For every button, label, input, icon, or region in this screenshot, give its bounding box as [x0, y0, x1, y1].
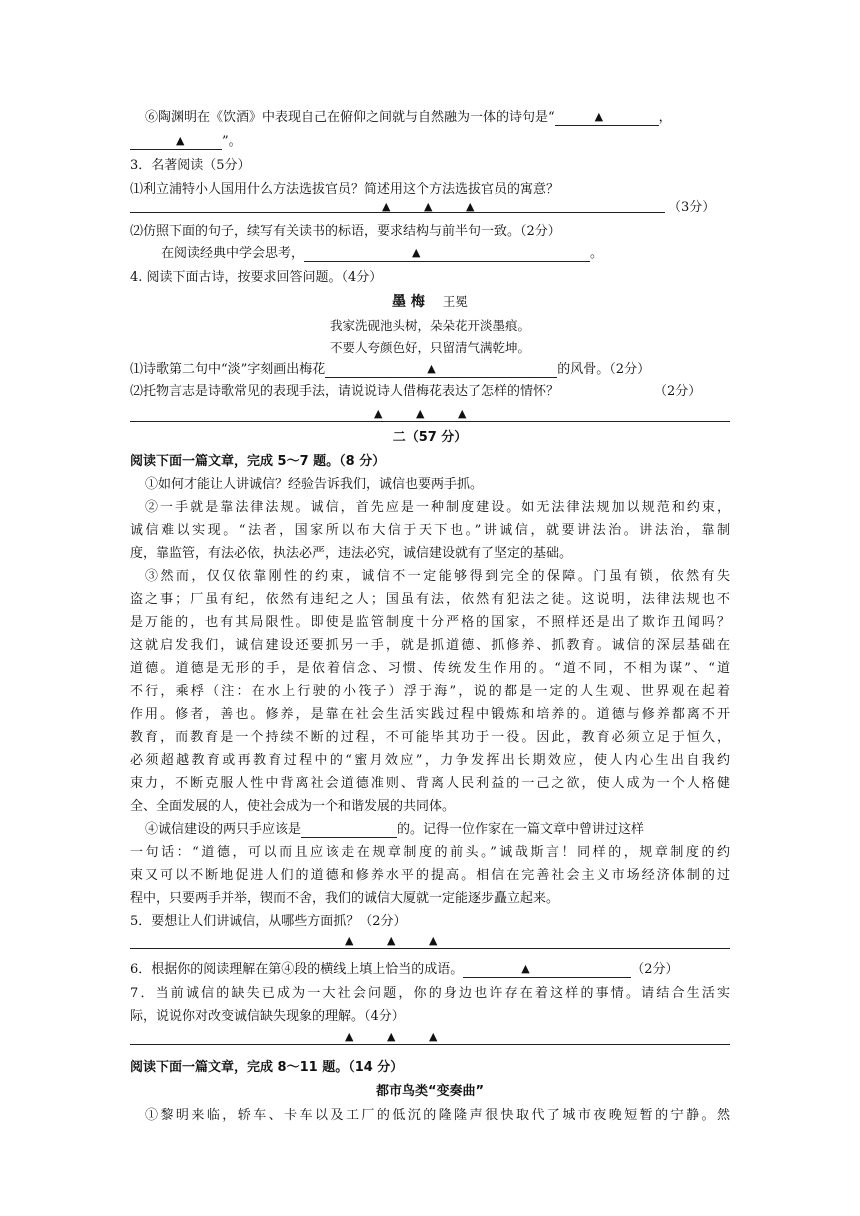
paragraph-line: 教育，而教育是一个持续不断的过程，不可能毕其功于一役。因此，教育必须立足于恒久，: [130, 730, 730, 745]
q4-sub2: ⑵托物言志是诗歌常见的表现手法，请说说诗人借梅花表达了怎样的情怀？: [130, 384, 560, 399]
q3-sub2-line: [161, 246, 603, 262]
q2-6-text: ⑥陶渊明在《饮酒》中表现自己在俯仰之间就与自然融为一体的诗句是“: [145, 110, 555, 125]
paragraph-line: ③然而，仅仅依靠刚性的约束，诚信不一定能够得到完全的保障。门虽有锁，依然有失: [145, 569, 730, 584]
triangle-marker: ▲: [374, 407, 383, 420]
q6: [130, 962, 679, 978]
q4-heading: 4. 阅读下面古诗，按要求回答问题。（4分）: [130, 270, 383, 285]
triangle-marker: ▲: [458, 407, 467, 420]
paragraph-line: 必须超越教育或再教育过程中的“蜜月效应”，力争发挥出长期效应，使人内心生出自我约: [130, 753, 730, 768]
paragraph-line: 程中，只要两手并举，锲而不舍，我们的诚信大厦就一定能逐步矗立起来。: [130, 891, 560, 906]
answer-blank[interactable]: [325, 364, 557, 378]
q7-line-2: 际，说说你对改变诚信缺失现象的理解。（4分）: [130, 1009, 405, 1024]
triangle-marker: ▲: [594, 110, 604, 123]
q2-6-comma: ，: [658, 110, 672, 125]
paragraph-line: 不行，乘桴（注：在水上行驶的小筏子）浮于海”，说的都是一定的人生观、世界观在起着: [130, 684, 730, 699]
paragraph-line: 是万能的，也有其局限性。即使是监管制度十分严格的国家，不照样还是出了欺诈丑闻吗？: [130, 615, 730, 630]
answer-blank[interactable]: [463, 964, 631, 978]
paragraph-line: ②一手就是靠法律法规。诚信，首先应是一种制度建设。如无法律法规加以规范和约束，: [145, 500, 730, 515]
paragraph-line: 度，靠监管，有法必依，执法必严，违法必究，诚信建设就有了坚定的基础。: [130, 546, 573, 561]
paragraph-4-line: [145, 822, 644, 838]
paragraph-line: 道德。道德是无形的手，是依着信念、习惯、传统发生作用的。“道不同，不相为谋”、“道: [130, 661, 730, 676]
q3-heading: 3．名著阅读（5分）: [130, 158, 251, 173]
q4-sub1: [130, 362, 650, 378]
answer-blank[interactable]: [301, 824, 397, 838]
q4-sub2-score: （2分）: [654, 384, 702, 399]
poem-author: 王冕: [442, 294, 468, 309]
q4-sub1-post: 的风骨。（2分）: [557, 362, 651, 377]
paragraph-line: 束又可以不断地促进人们的道德和修养水平的提高。相信在完善社会主义市场经济体制的过: [130, 868, 730, 883]
paragraph-line: 一句话：“道德，可以而且应该走在规章制度的前头。”诚哉斯言！同样的，规章制度的约: [130, 845, 730, 860]
triangle-marker: ▲: [429, 934, 438, 947]
q3-sub2-lead: 在阅读经典中学会思考，: [161, 246, 305, 261]
triangle-marker: ▲: [424, 200, 433, 213]
q4-sub1-pre: ⑴诗歌第二句中“淡”字刻画出梅花: [130, 362, 326, 377]
q6-score: （2分）: [631, 962, 679, 977]
triangle-marker: ▲: [412, 246, 421, 259]
q3-sub2: ⑵仿照下面的句子，续写有关读书的标语，要求结构与前半句一致。（2分）: [130, 224, 561, 239]
triangle-group: [374, 407, 500, 420]
paragraph-line: ①如何才能让人讲诚信？经验告诉我们，诚信也要两手抓。: [145, 477, 484, 492]
triangle-group: [345, 934, 471, 947]
poem-line-2: 不要人夸颜色好，只留清气满乾坤。: [329, 340, 530, 355]
section-heading: 二（57 分）: [392, 430, 468, 445]
q2-6-line1: [145, 110, 672, 126]
triangle-marker: ▲: [466, 200, 475, 213]
q7-line-1: 7．当前诚信的缺失已成为一大社会问题，你的身边也许存在着这样的事情。请结合生活实: [130, 986, 730, 1001]
triangle-marker: ▲: [176, 134, 185, 147]
triangle-marker: ▲: [387, 1030, 396, 1043]
q6-pre: 6．根据你的阅读理解在第④段的横线上填上恰当的成语。: [130, 962, 464, 977]
paragraph-line: 束力，不断克服人性中背离社会道德准则、背离人民利益的一己之欲，使人成为一个人格健: [130, 776, 730, 791]
paragraph-line: 全、全面发展的人，使社会成为一个和谐发展的共同体。: [130, 799, 456, 814]
p4-pre: ④诚信建设的两只手应该是: [145, 822, 302, 837]
triangle-marker: ▲: [429, 1030, 438, 1043]
paragraph-line: 这就启发我们，诚信建设还要抓另一手，就是抓道德、抓修养、抓教育。诚信的深层基础在: [130, 638, 730, 653]
q3-sub1: ⑴利立浦特小人国用什么方法选拔官员？简述用这个方法选拔官员的寓意？: [130, 182, 560, 197]
triangle-marker: ▲: [387, 934, 396, 947]
answer-blank[interactable]: [130, 136, 222, 150]
triangle-marker: ▲: [382, 200, 391, 213]
q2-6-close: ”。: [222, 134, 242, 149]
answer-blank[interactable]: [304, 248, 590, 262]
paragraph-line: 作用。修者，善也。修养，是靠在社会生活实践过程中锻炼和培养的。道德与修养都离不开: [130, 707, 730, 722]
triangle-marker: ▲: [521, 962, 530, 975]
paragraph-line: 诚信难以实现。“法者，国家所以布大信于天下也。”讲诚信，就要讲法治。讲法治，靠制: [130, 523, 730, 538]
answer-line[interactable]: [130, 1044, 730, 1045]
q5: 5．要想让人们讲诚信，从哪些方面抓？（2分）: [130, 914, 407, 929]
paragraph-line: ①黎明来临，轿车、卡车以及工厂的低沉的隆隆声很快取代了城市夜晚短暂的宁静。然: [145, 1108, 730, 1123]
reading2-intro: 阅读下面一篇文章，完成 8～11 题。（14 分）: [130, 1060, 404, 1075]
reading2-title: 都市鸟类“变奏曲”: [375, 1084, 485, 1099]
poem-title: 墨 梅: [392, 294, 425, 310]
triangle-marker: ▲: [345, 934, 354, 947]
triangle-marker: ▲: [416, 407, 425, 420]
reading1-intro: 阅读下面一篇文章，完成 5～7 题。（8 分）: [130, 454, 386, 469]
triangle-marker: ▲: [427, 362, 436, 375]
answer-blank[interactable]: [555, 112, 659, 126]
p4-post: 的。记得一位作家在一篇文章中曾讲过这样: [397, 822, 645, 837]
paragraph-line: 盗之事；厂虽有纪，依然有违纪之人；国虽有法，依然有犯法之徒。这说明，法律法规也不: [130, 592, 730, 607]
q3-sub1-score: （3分）: [668, 200, 716, 215]
poem-title-line: [130, 294, 730, 311]
answer-line[interactable]: [130, 948, 730, 949]
answer-line[interactable]: [130, 421, 730, 422]
triangle-group: [345, 1030, 471, 1043]
q2-6-line2: [130, 134, 242, 150]
triangle-group: [382, 200, 508, 213]
q3-sub2-end: 。: [590, 246, 604, 261]
poem-line-1: 我家洗砚池头树，朵朵花开淡墨痕。: [329, 318, 530, 333]
triangle-marker: ▲: [345, 1030, 354, 1043]
